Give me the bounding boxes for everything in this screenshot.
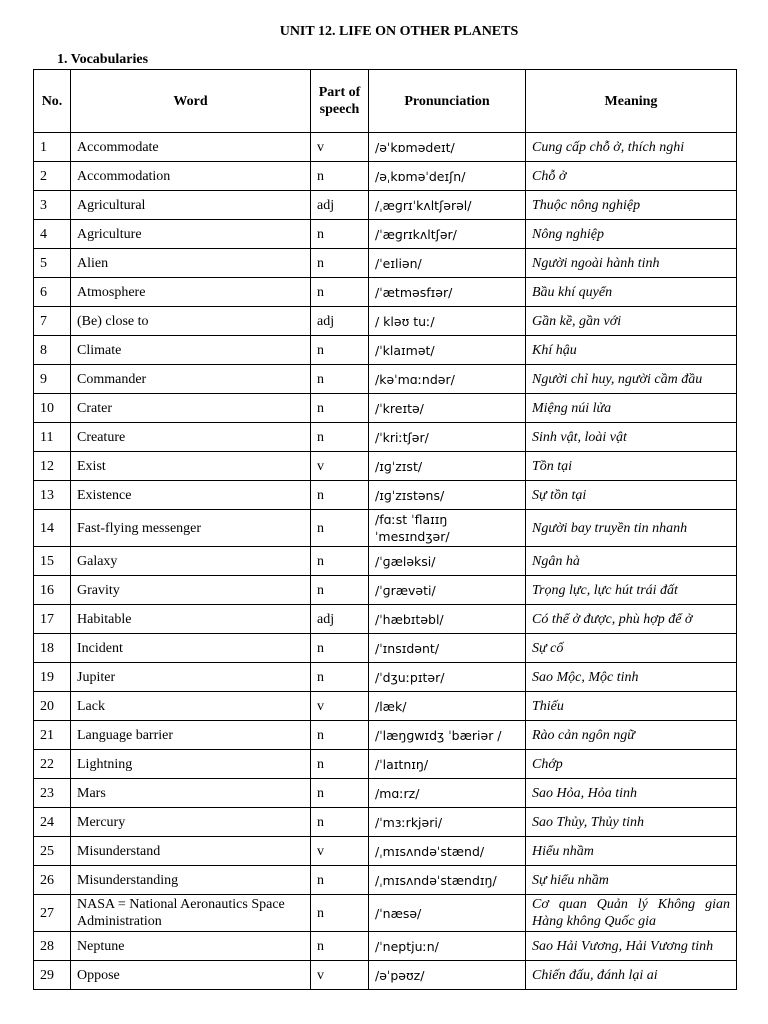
cell-part-of-speech: n (311, 932, 369, 961)
cell-no: 18 (34, 634, 71, 663)
cell-part-of-speech: n (311, 162, 369, 191)
cell-pronunciation: /ˌmɪsʌndəˈstænd/ (369, 837, 526, 866)
cell-part-of-speech: v (311, 133, 369, 162)
cell-no: 27 (34, 895, 71, 932)
cell-meaning: Rào cản ngôn ngữ (526, 721, 737, 750)
cell-word: Mars (71, 779, 311, 808)
cell-part-of-speech: v (311, 452, 369, 481)
cell-no: 9 (34, 365, 71, 394)
table-row (34, 663, 737, 692)
table-row (34, 336, 737, 365)
cell-word: Atmosphere (71, 278, 311, 307)
cell-meaning: Sự hiểu nhầm (526, 866, 737, 895)
table-row (34, 721, 737, 750)
table-row (34, 162, 737, 191)
cell-meaning: Ngân hà (526, 547, 737, 576)
table-row (34, 307, 737, 336)
cell-no: 8 (34, 336, 71, 365)
cell-pronunciation: / kləʊ tuː/ (369, 307, 526, 336)
cell-part-of-speech: n (311, 895, 369, 932)
cell-word: (Be) close to (71, 307, 311, 336)
table-row (34, 605, 737, 634)
table-row (34, 394, 737, 423)
table-row (34, 191, 737, 220)
cell-pronunciation: /ˈlaɪtnɪŋ/ (369, 750, 526, 779)
cell-meaning: Sinh vật, loài vật (526, 423, 737, 452)
cell-word: Fast-flying messenger (71, 510, 311, 547)
cell-word: Creature (71, 423, 311, 452)
cell-no: 16 (34, 576, 71, 605)
section-heading: 1. Vocabularies (57, 52, 149, 67)
table-row (34, 510, 737, 547)
cell-meaning: Người bay truyền tin nhanh (526, 510, 737, 547)
cell-pronunciation: /ˈlæŋɡwɪdʒ ˈbæriər / (369, 721, 526, 750)
cell-meaning: Bầu khí quyển (526, 278, 737, 307)
cell-pronunciation: /ˈnæsə/ (369, 895, 526, 932)
cell-meaning: Sao Thủy, Thủy tinh (526, 808, 737, 837)
cell-no: 4 (34, 220, 71, 249)
cell-part-of-speech: n (311, 249, 369, 278)
cell-meaning: Chiến đấu, đánh lại ai (526, 961, 737, 990)
cell-pronunciation: /ˈɪnsɪdənt/ (369, 634, 526, 663)
cell-meaning: Tồn tại (526, 452, 737, 481)
cell-no: 7 (34, 307, 71, 336)
cell-word: Lightning (71, 750, 311, 779)
cell-part-of-speech: v (311, 961, 369, 990)
cell-no: 12 (34, 452, 71, 481)
cell-part-of-speech: adj (311, 307, 369, 336)
table-row (34, 133, 737, 162)
cell-meaning: Có thể ở được, phù hợp để ở (526, 605, 737, 634)
cell-part-of-speech: n (311, 394, 369, 423)
cell-part-of-speech: n (311, 808, 369, 837)
cell-pronunciation: /ˈklaɪmət/ (369, 336, 526, 365)
cell-part-of-speech: n (311, 220, 369, 249)
cell-no: 3 (34, 191, 71, 220)
cell-no: 10 (34, 394, 71, 423)
cell-no: 15 (34, 547, 71, 576)
cell-word: Habitable (71, 605, 311, 634)
table-row (34, 932, 737, 961)
cell-pronunciation: /ˈkreɪtə/ (369, 394, 526, 423)
cell-pronunciation: /ˈhæbɪtəbl/ (369, 605, 526, 634)
cell-no: 13 (34, 481, 71, 510)
table-body (34, 133, 737, 990)
table-row (34, 278, 737, 307)
cell-pronunciation: /əˌkɒməˈdeɪʃn/ (369, 162, 526, 191)
cell-no: 19 (34, 663, 71, 692)
table-row (34, 634, 737, 663)
cell-no: 22 (34, 750, 71, 779)
cell-word: Exist (71, 452, 311, 481)
cell-part-of-speech: n (311, 634, 369, 663)
cell-meaning: Cơ quan Quản lý Không gian Hàng không Quốc gia (526, 895, 737, 932)
cell-meaning: Người chỉ huy, người cầm đầu (526, 365, 737, 394)
cell-word: NASA = National Aeronautics Space Administration (71, 895, 311, 932)
cell-word: Agriculture (71, 220, 311, 249)
cell-word: Neptune (71, 932, 311, 961)
cell-part-of-speech: n (311, 576, 369, 605)
cell-pronunciation: /læk/ (369, 692, 526, 721)
cell-part-of-speech: n (311, 481, 369, 510)
cell-word: Lack (71, 692, 311, 721)
cell-pronunciation: /fɑːst ˈflaɪɪŋ ˈmesɪndʒər/ (369, 510, 526, 547)
cell-part-of-speech: n (311, 336, 369, 365)
cell-part-of-speech: v (311, 692, 369, 721)
cell-pronunciation: /ˈkriːtʃər/ (369, 423, 526, 452)
cell-no: 5 (34, 249, 71, 278)
cell-no: 28 (34, 932, 71, 961)
cell-no: 1 (34, 133, 71, 162)
cell-pronunciation: /ˌmɪsʌndəˈstændɪŋ/ (369, 866, 526, 895)
cell-no: 20 (34, 692, 71, 721)
cell-meaning: Chớp (526, 750, 737, 779)
cell-pronunciation: /ˈæɡrɪkʌltʃər/ (369, 220, 526, 249)
cell-meaning: Gần kề, gần với (526, 307, 737, 336)
cell-word: Jupiter (71, 663, 311, 692)
cell-meaning: Sự cố (526, 634, 737, 663)
cell-meaning: Sao Hải Vương, Hải Vương tinh (526, 932, 737, 961)
table-row (34, 547, 737, 576)
cell-word: Gravity (71, 576, 311, 605)
table-header-row (34, 70, 737, 133)
cell-word: Galaxy (71, 547, 311, 576)
cell-meaning: Trọng lực, lực hút trái đất (526, 576, 737, 605)
cell-pronunciation: /mɑːrz/ (369, 779, 526, 808)
cell-part-of-speech: n (311, 365, 369, 394)
cell-pronunciation: /kəˈmɑːndər/ (369, 365, 526, 394)
cell-part-of-speech: adj (311, 605, 369, 634)
cell-meaning: Sao Hỏa, Hỏa tinh (526, 779, 737, 808)
cell-no: 23 (34, 779, 71, 808)
table-row (34, 365, 737, 394)
cell-part-of-speech: n (311, 866, 369, 895)
cell-meaning: Người ngoài hành tinh (526, 249, 737, 278)
cell-word: Accommodate (71, 133, 311, 162)
cell-no: 25 (34, 837, 71, 866)
cell-word: Commander (71, 365, 311, 394)
table-row (34, 779, 737, 808)
cell-pronunciation: /ˈɡæləksi/ (369, 547, 526, 576)
vocabulary-table (33, 69, 737, 990)
cell-meaning: Cung cấp chỗ ở, thích nghi (526, 133, 737, 162)
table-row (34, 576, 737, 605)
cell-pronunciation: /ɪɡˈzɪstəns/ (369, 481, 526, 510)
table-row (34, 452, 737, 481)
cell-word: Climate (71, 336, 311, 365)
cell-no: 14 (34, 510, 71, 547)
cell-pronunciation: /əˈpəʊz/ (369, 961, 526, 990)
cell-meaning: Hiểu nhầm (526, 837, 737, 866)
cell-pronunciation: /ˈeɪliən/ (369, 249, 526, 278)
cell-word: Accommodation (71, 162, 311, 191)
cell-part-of-speech: n (311, 510, 369, 547)
document-title: UNIT 12. LIFE ON OTHER PLANETS (279, 24, 519, 39)
cell-part-of-speech: n (311, 750, 369, 779)
table-row (34, 895, 737, 932)
cell-meaning: Miệng núi lửa (526, 394, 737, 423)
cell-pronunciation: /ˈmɜːrkjəri/ (369, 808, 526, 837)
table-row (34, 961, 737, 990)
table-row (34, 750, 737, 779)
table-row (34, 220, 737, 249)
cell-pronunciation: /ˌæɡrɪˈkʌltʃərəl/ (369, 191, 526, 220)
cell-pronunciation: /ˈneptjuːn/ (369, 932, 526, 961)
cell-no: 2 (34, 162, 71, 191)
cell-pronunciation: /ˈætməsfɪər/ (369, 278, 526, 307)
cell-part-of-speech: n (311, 663, 369, 692)
table-row (34, 423, 737, 452)
cell-meaning: Sao Mộc, Mộc tinh (526, 663, 737, 692)
cell-part-of-speech: adj (311, 191, 369, 220)
cell-part-of-speech: n (311, 721, 369, 750)
cell-word: Misunderstand (71, 837, 311, 866)
header-word: Word (71, 70, 311, 133)
cell-meaning: Sự tồn tại (526, 481, 737, 510)
cell-no: 26 (34, 866, 71, 895)
header-meaning: Meaning (526, 70, 737, 133)
cell-word: Alien (71, 249, 311, 278)
cell-pronunciation: /ˈɡrævəti/ (369, 576, 526, 605)
cell-word: Language barrier (71, 721, 311, 750)
table-row (34, 837, 737, 866)
table-row (34, 808, 737, 837)
cell-part-of-speech: n (311, 779, 369, 808)
cell-word: Mercury (71, 808, 311, 837)
cell-no: 6 (34, 278, 71, 307)
cell-meaning: Thuộc nông nghiệp (526, 191, 737, 220)
cell-meaning: Thiếu (526, 692, 737, 721)
cell-pronunciation: /ˈdʒuːpɪtər/ (369, 663, 526, 692)
table-row (34, 249, 737, 278)
cell-word: Oppose (71, 961, 311, 990)
cell-part-of-speech: n (311, 423, 369, 452)
table-row (34, 481, 737, 510)
cell-pronunciation: /ɪɡˈzɪst/ (369, 452, 526, 481)
cell-no: 11 (34, 423, 71, 452)
cell-meaning: Khí hậu (526, 336, 737, 365)
cell-pronunciation: /əˈkɒmədeɪt/ (369, 133, 526, 162)
cell-part-of-speech: v (311, 837, 369, 866)
cell-word: Incident (71, 634, 311, 663)
cell-word: Misunderstanding (71, 866, 311, 895)
cell-meaning: Chỗ ở (526, 162, 737, 191)
cell-part-of-speech: n (311, 547, 369, 576)
cell-no: 17 (34, 605, 71, 634)
cell-word: Existence (71, 481, 311, 510)
cell-no: 24 (34, 808, 71, 837)
header-part-of-speech: Part of speech (311, 70, 369, 133)
cell-word: Crater (71, 394, 311, 423)
table-row (34, 692, 737, 721)
cell-word: Agricultural (71, 191, 311, 220)
header-no: No. (34, 70, 71, 133)
header-pronunciation: Pronunciation (369, 70, 526, 133)
cell-no: 21 (34, 721, 71, 750)
table-row (34, 866, 737, 895)
cell-meaning: Nông nghiệp (526, 220, 737, 249)
cell-no: 29 (34, 961, 71, 990)
cell-part-of-speech: n (311, 278, 369, 307)
